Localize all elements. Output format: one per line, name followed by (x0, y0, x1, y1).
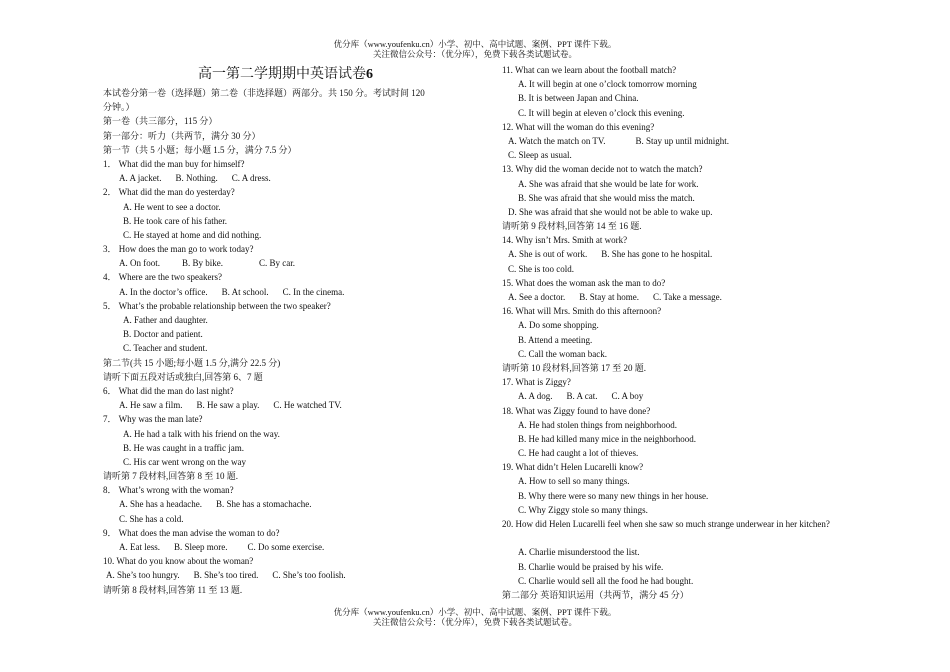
section-2-heading: 第二节(共 15 小题;每小题 1.5 分,满分 22.5 分) (103, 357, 281, 368)
page-footer (0, 607, 950, 627)
option: B. A cat. (566, 391, 598, 402)
part-1-heading: 第一部分：听力（共两节，满分 30 分） (103, 130, 261, 141)
option: C. She’s too foolish. (272, 570, 346, 581)
option: C. It will begin at eleven o’clock this evening. (518, 107, 685, 118)
question-4-options (103, 285, 468, 299)
option: C. Teacher and student. (123, 343, 208, 354)
option: B. She has gone to he hospital. (601, 249, 713, 260)
option: A. See a doctor. (508, 292, 566, 302)
option: A. She’s too hungry. (106, 570, 180, 581)
question-14: 14. Why isn’t Mrs. Smith at work? (502, 235, 628, 246)
footer-line-2: 关注微信公众号：（优分库），免费下载各类试题试卷。 (372, 617, 577, 627)
section-1-heading: 第一节（共 5 小题；每小题 1.5 分，满分 7.5 分） (103, 144, 297, 155)
option: C. His car went wrong on the way (123, 456, 246, 467)
question-15: 15. What does the woman ask the man to do? (502, 277, 666, 288)
option: B. Doctor and patient. (123, 329, 203, 340)
option: C. Take a message. (652, 292, 722, 302)
option: C. Charlie would sell all the food he had bought. (518, 575, 694, 586)
question-4: 4． Where are the two speakers? (103, 272, 223, 283)
option: A. It will begin at one o’clock tomorrow morning (518, 79, 697, 90)
header-line-1: 优分库（www.youfenku.cn）小学、初中、高中试题、案例、PPT 课件下载。 (333, 39, 617, 49)
option: B. She has a stomachache. (215, 499, 312, 510)
part-2-heading: 第二部分 英语知识运用（共两节，满分 45 分） (502, 589, 689, 600)
question-2: 2． What did the man do yesterday? (103, 187, 235, 198)
option: A. She is out of work. (508, 249, 588, 260)
option: B. Stay up until midnight. (635, 135, 730, 146)
option: A. He had a talk with his friend on the way. (123, 428, 280, 439)
exam-title-text: 高一第二学期期中英语试卷 (198, 67, 366, 82)
option: B. Why there were so many new things in her house. (518, 490, 709, 501)
exam-title (103, 64, 468, 86)
question-11: 11. What can we learn about the football match? (502, 65, 677, 75)
question-1: 1． What did the man buy for himself? (103, 158, 245, 169)
question-17-options (502, 389, 847, 403)
option: C. He watched TV. (273, 400, 342, 411)
option: C. A boy (611, 391, 644, 402)
question-14-options (502, 247, 847, 261)
option: C. A dress. (231, 173, 271, 184)
option: C. He had caught a lot of thieves. (518, 448, 639, 459)
option: A. A dog. (518, 391, 553, 402)
option: B. He had killed many mice in the neighborhood. (518, 433, 696, 444)
right-column (502, 63, 847, 602)
question-10-options (103, 568, 468, 582)
volume-1-heading: 第一卷（共三部分，115 分） (103, 116, 218, 127)
option: B. By bike. (182, 258, 224, 269)
option: B. Attend a meeting. (518, 334, 593, 345)
footer-line-1: 优分库（www.youfenku.cn）小学、初中、高中试题、案例、PPT 课件下载。 (333, 607, 617, 617)
option: B. Nothing. (175, 173, 218, 184)
option: A. He had stolen things from neighborhood. (518, 419, 677, 430)
question-17: 17. What is Ziggy? (502, 377, 571, 388)
question-6-options (103, 398, 468, 412)
option: A. How to sell so many things. (518, 476, 630, 487)
option: B. It is between Japan and China. (518, 93, 639, 104)
option: A. Charlie misunderstood the list. (518, 547, 640, 558)
option: C. She is too cold. (508, 263, 575, 274)
option: D. She was afraid that she would not be able to wake up. (508, 206, 713, 217)
option: A. A jacket. (119, 173, 162, 184)
question-8-options (103, 497, 468, 511)
option: B. He was caught in a traffic jam. (123, 442, 245, 453)
option: C. Call the woman back. (518, 348, 607, 359)
option: C. In the cinema. (282, 286, 345, 297)
question-20: 20. How did Helen Lucarelli feel when she saw so much strange underwear in her kitchen? (502, 519, 830, 529)
question-9-options (103, 540, 468, 554)
question-12-options (502, 134, 847, 148)
question-7: 7． Why was the man late? (103, 414, 203, 425)
option: A. On foot. (119, 258, 160, 269)
exam-intro-cont: 分钟。） (103, 102, 135, 113)
question-18: 18. What was Ziggy found to have done? (502, 405, 651, 416)
option: B. He saw a play. (196, 400, 260, 411)
option: B. She was afraid that she would miss the match. (518, 192, 695, 203)
option: C. Do some exercise. (247, 542, 325, 552)
option: A. Eat less. (119, 542, 160, 552)
question-15-options (502, 290, 847, 304)
option: A. She has a headache. (119, 499, 202, 510)
option: B. He took care of his father. (123, 215, 227, 226)
question-19: 19. What didn’t Helen Lucarelli know? (502, 462, 644, 473)
option: B. She’s too tired. (193, 570, 259, 581)
question-8: 8． What’s wrong with the woman? (103, 485, 234, 496)
instruction-6-7: 请听下面五段对话或独白,回答第 6、7 题 (103, 371, 263, 382)
option: C. Why Ziggy stole so many things. (518, 504, 648, 515)
exam-title-number: 6 (366, 67, 373, 82)
instruction-17-20: 请听第 10 段材料,回答第 17 至 20 题. (502, 362, 647, 373)
option: A. He saw a film. (119, 400, 183, 411)
question-3: 3． How does the man go to work today? (103, 244, 254, 255)
option: A. He went to see a doctor. (123, 201, 221, 212)
option: B. Charlie would be praised by his wife. (518, 561, 664, 572)
option: B. Sleep more. (174, 542, 228, 552)
instruction-14-16: 请听第 9 段材料,回答第 14 至 16 题. (502, 221, 642, 232)
question-10: 10. What do you know about the woman? (103, 556, 254, 567)
question-9: 9． What does the man advise the woman to do? (103, 527, 280, 538)
question-12: 12. What will the woman do this evening? (502, 121, 655, 132)
option: A. In the doctor’s office. (119, 286, 208, 297)
option: B. At school. (221, 286, 269, 297)
question-13: 13. Why did the woman decide not to watch the match? (502, 164, 703, 175)
left-column (103, 63, 468, 597)
option: A. Do some shopping. (518, 320, 599, 331)
question-16: 16. What will Mrs. Smith do this afternoon? (502, 306, 662, 317)
question-3-options (103, 256, 468, 270)
header-line-2: 关注微信公众号：（优分库），免费下载各类试题试卷。 (372, 49, 577, 59)
option: C. He stayed at home and did nothing. (123, 229, 262, 240)
question-5: 5． What’s the probable relationship between the two speaker? (103, 300, 331, 311)
exam-intro: 本试卷分第一卷（选择题）第二卷（非选择题）两部分。共 150 分。考试时间 120 (103, 88, 425, 98)
option: B. Stay at home. (579, 292, 639, 302)
option: A. Father and daughter. (123, 315, 208, 325)
page-header (0, 39, 950, 59)
option: C. By car. (259, 258, 296, 269)
instruction-8-10: 请听第 7 段材料,回答第 8 至 10 题. (103, 471, 239, 482)
question-6: 6． What did the man do last night? (103, 385, 234, 396)
instruction-11-13: 请听第 8 段材料,回答第 11 至 13 题. (103, 584, 243, 595)
option: A. She was afraid that she would be late for work. (518, 178, 699, 189)
option: A. Watch the match on TV. (508, 135, 606, 146)
question-1-options (103, 171, 468, 185)
option: C. She has a cold. (119, 513, 184, 524)
option: C. Sleep as usual. (508, 150, 572, 161)
